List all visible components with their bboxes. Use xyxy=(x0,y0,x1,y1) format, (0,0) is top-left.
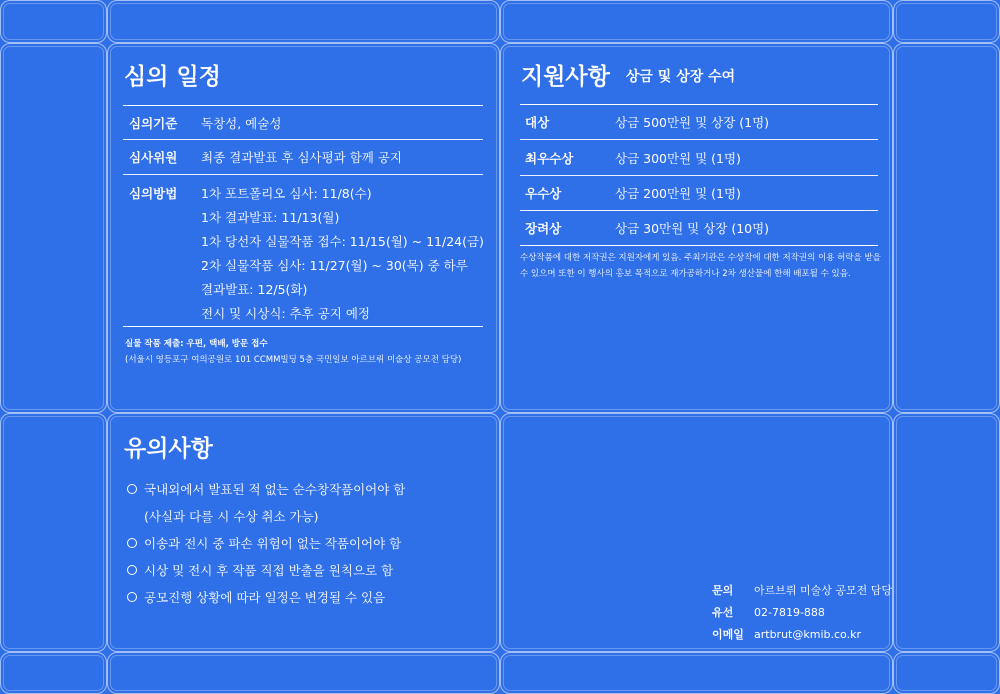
contact-phone[interactable]: 02-7819-888 xyxy=(754,606,825,619)
contact-section xyxy=(712,584,892,650)
review-schedule-title: 심의 일정 xyxy=(124,64,221,90)
table-row xyxy=(123,175,483,326)
row-value: 최종 결과발표 후 심사평과 함께 공지 xyxy=(201,150,402,165)
row-label: 심사위원 xyxy=(129,150,178,165)
list-item xyxy=(127,588,405,615)
circle-bullet-icon xyxy=(127,565,137,575)
schedule-line: 2차 실물작품 심사: 11/27(월) ~ 30(목) 중 하루 xyxy=(201,258,468,273)
frame-cell xyxy=(0,43,107,413)
list-item xyxy=(127,561,405,588)
row-label: 심의기준 xyxy=(129,115,178,131)
award-value: 상금 200만원 및 (1명) xyxy=(615,186,741,201)
frame-cell xyxy=(0,413,107,652)
award-label: 최우수상 xyxy=(525,150,574,166)
frame-cell xyxy=(107,652,500,694)
contact-row xyxy=(712,584,892,606)
support-title-text: 지원사항 xyxy=(521,64,610,90)
submission-title: 실물 작품 제출: 우편, 택배, 방문 접수 xyxy=(125,339,268,349)
support-title xyxy=(521,58,735,91)
contact-label: 문의 xyxy=(712,584,734,597)
award-label: 우수상 xyxy=(525,186,562,201)
list-item xyxy=(127,480,405,507)
award-value: 상금 30만원 및 상장 (10명) xyxy=(615,221,770,236)
table-row xyxy=(123,140,483,175)
frame-cell xyxy=(893,43,1000,413)
award-value: 상금 300만원 및 (1명) xyxy=(615,150,741,166)
frame-cell xyxy=(500,652,893,694)
circle-bullet-icon xyxy=(127,484,137,494)
row-value: 독창성, 예술성 xyxy=(201,115,282,131)
frame-cell xyxy=(893,652,1000,694)
table-row xyxy=(520,176,878,211)
cautions-list xyxy=(127,480,405,615)
circle-bullet-icon xyxy=(127,538,137,548)
caution-text: 국내외에서 발표된 적 없는 순수창작품이어야 함 xyxy=(144,482,406,497)
caution-text: (사실과 다를 시 수상 취소 가능) xyxy=(144,509,319,524)
copyright-note: 수상작품에 대한 저작권은 지원자에게 있음. 주최기관은 수상작에 대한 저작권의 이용 허락을 받을 수 있으며 또한 이 행사의 홍보 목적으로 재가공하거나 2차 생산물에 한해 배포될 수 있음. xyxy=(520,253,881,279)
review-schedule-table xyxy=(123,105,483,327)
frame-cell xyxy=(893,413,1000,652)
award-label: 장려상 xyxy=(525,221,562,236)
contact-row xyxy=(712,628,892,650)
table-row xyxy=(123,106,483,140)
caution-text: 시상 및 전시 후 작품 직접 반출을 원칙으로 함 xyxy=(144,563,394,578)
contact-value: 아르브뤼 미술상 공모전 담당 xyxy=(754,584,893,597)
schedule-line: 1차 결과발표: 11/13(월) xyxy=(201,210,340,225)
table-row xyxy=(520,211,878,245)
award-value: 상금 500만원 및 상장 (1명) xyxy=(615,115,770,130)
row-label: 심의방법 xyxy=(129,186,178,201)
frame-cell xyxy=(0,0,107,43)
frame-cell xyxy=(0,652,107,694)
caution-text: 공모진행 상황에 따라 일정은 변경될 수 있음 xyxy=(144,590,386,605)
list-item xyxy=(127,534,405,561)
caution-text: 이송과 전시 중 파손 위험이 없는 작품이어야 함 xyxy=(144,536,402,551)
list-item xyxy=(127,507,405,534)
award-table xyxy=(520,104,878,246)
support-subtitle: 상금 및 상장 수여 xyxy=(625,69,736,85)
frame-cell xyxy=(500,0,893,43)
table-row xyxy=(520,105,878,140)
schedule-line: 전시 및 시상식: 추후 공지 예정 xyxy=(201,306,370,321)
cautions-title: 유의사항 xyxy=(124,436,213,462)
schedule-line: 1차 포트폴리오 심사: 11/8(수) xyxy=(201,186,372,201)
contact-label: 유선 xyxy=(712,606,734,619)
schedule-line: 1차 당선자 실물작품 접수: 11/15(월) ~ 11/24(금) xyxy=(201,234,484,249)
contact-label: 이메일 xyxy=(712,628,744,641)
contact-email-link[interactable]: artbrut@kmib.co.kr xyxy=(754,628,861,641)
award-label: 대상 xyxy=(525,115,550,130)
frame-cell xyxy=(893,0,1000,43)
frame-cell xyxy=(107,0,500,43)
table-row xyxy=(520,140,878,176)
circle-bullet-icon xyxy=(127,592,137,602)
submission-address: (서울시 영등포구 여의공원로 101 CCMM빌딩 5층 국민일보 아르브뤼 미술상 공모전 담당) xyxy=(125,355,462,365)
contact-row xyxy=(712,606,892,628)
schedule-line: 결과발표: 12/5(화) xyxy=(201,282,308,297)
row-value xyxy=(201,182,484,326)
